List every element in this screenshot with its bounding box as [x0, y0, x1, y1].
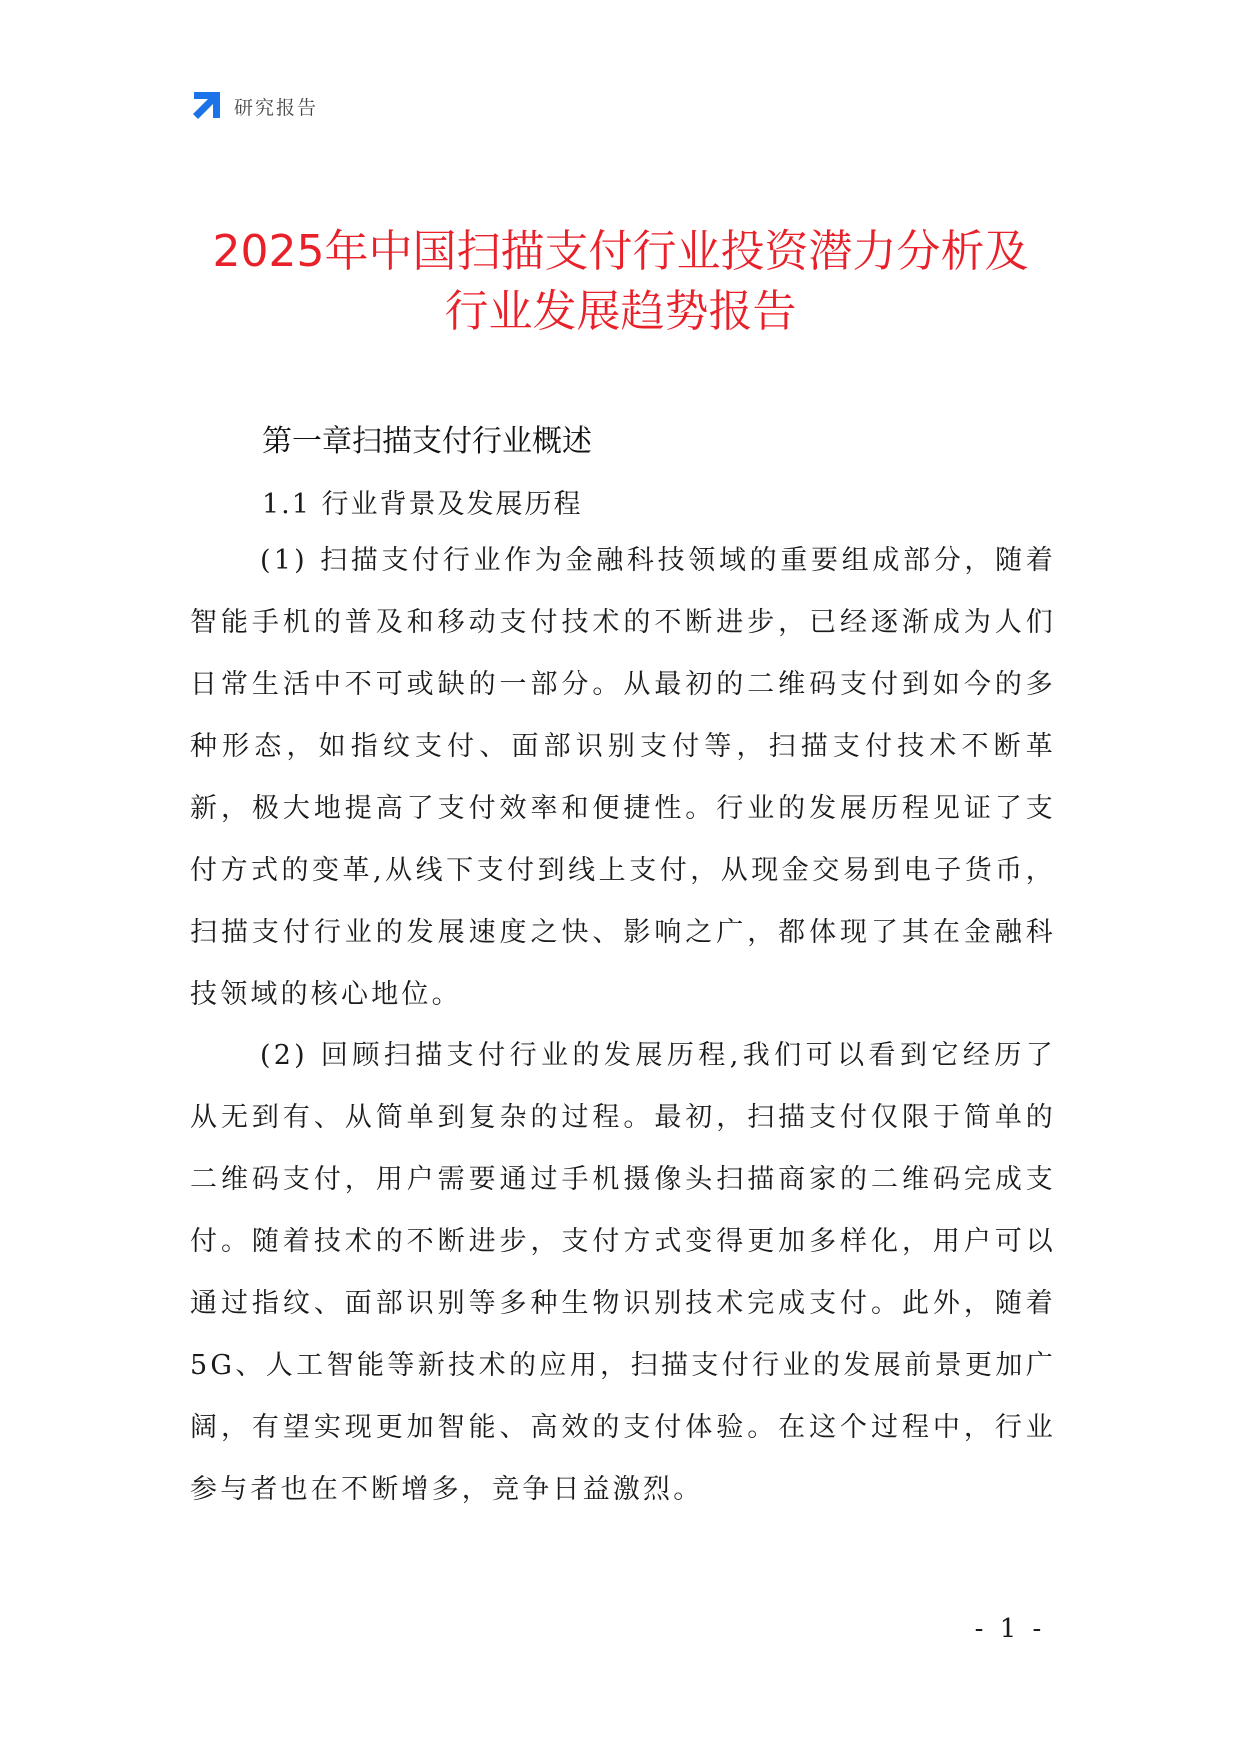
arrow-up-right-icon [190, 90, 222, 122]
report-title-line2: 行业发展趋势报告 [444, 286, 797, 337]
report-title-line1: 2025年中国扫描支付行业投资潜力分析及 [212, 226, 1029, 277]
page-number: - 1 - [974, 1614, 1046, 1644]
report-header [190, 88, 318, 124]
paragraph-1: (1) 扫描支付行业作为金融科技领域的重要组成部分，随着智能手机的普及和移动支付技术的不断进步，已经逐渐成为人们日常生活中不可或缺的一部分。从最初的二维码支付到如今的多种形态，如指纹支付、面部识别支付等，扫描支付技术不断革新，极大地提高了支付效率和便捷性。行业的发展历程见证了支付方式的变革,从线下支付到线上支付，从现金交易到电子货币，扫描支付行业的发展速度之快、影响之广，都体现了其在金融科技领域的核心地位。 [190, 545, 1056, 1010]
header-label: 研究报告 [234, 96, 319, 119]
chapter-heading: 第一章扫描支付行业概述 [262, 424, 592, 459]
section-heading: 1.1 行业背景及发展历程 [262, 489, 583, 520]
paragraph-2: (2) 回顾扫描支付行业的发展历程,我们可以看到它经历了从无到有、从简单到复杂的过程。最初，扫描支付仅限于简单的二维码支付，用户需要通过手机摄像头扫描商家的二维码完成支付。随着技术的不断进步，支付方式变得更加多样化，用户可以通过指纹、面部识别等多种生物识别技术完成支付。此外，随着5G、人工智能等新技术的应用，扫描支付行业的发展前景更加广阔，有望实现更加智能、高效的支付体验。在这个过程中，行业参与者也在不断增多，竞争日益激烈。 [190, 1040, 1056, 1505]
